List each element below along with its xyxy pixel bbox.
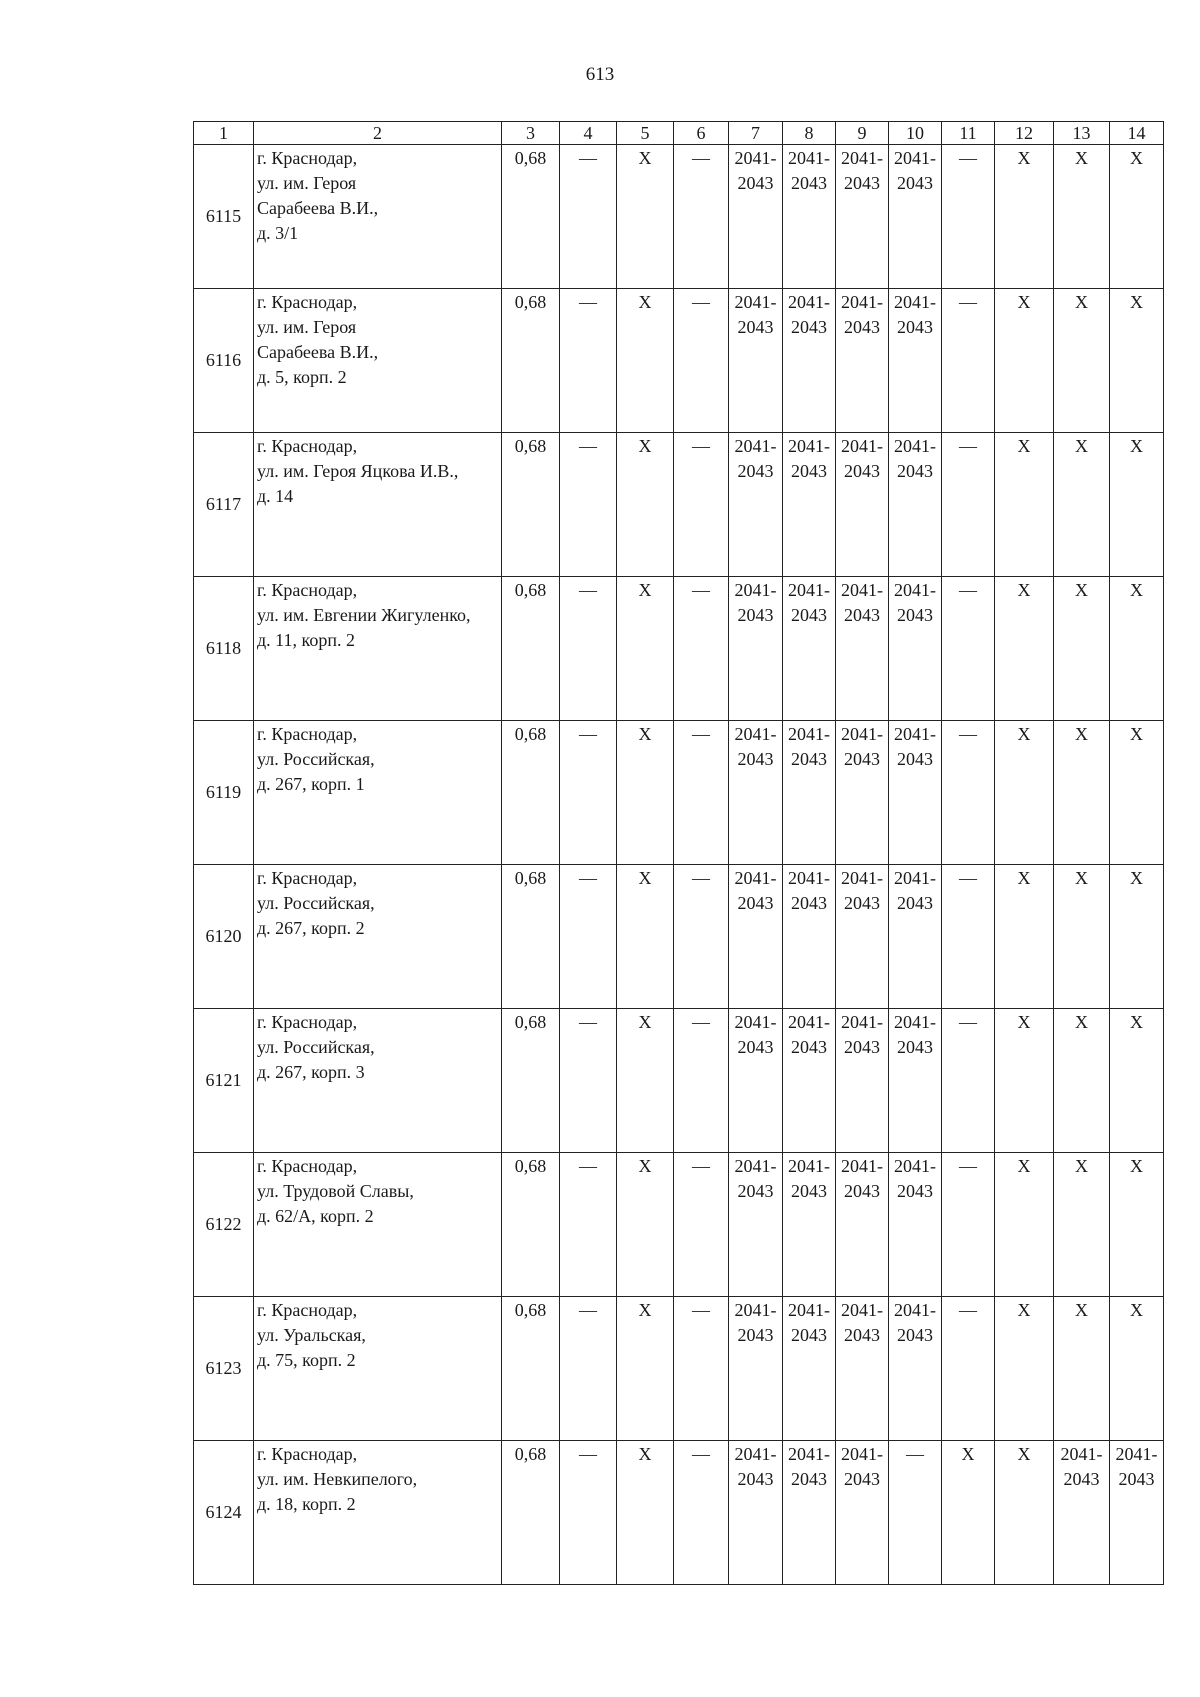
period-cell: [729, 1153, 783, 1297]
value-cell: X: [1110, 577, 1164, 721]
period-line: 2041-: [734, 1156, 777, 1176]
period-line: 2041-: [788, 292, 830, 312]
value-cell: —: [942, 577, 995, 721]
period-line: 2041-: [841, 1012, 883, 1032]
period-line: 2043: [737, 461, 774, 481]
period-cell: [889, 865, 942, 1009]
period-line: 2043: [844, 1181, 880, 1201]
period-cell: [729, 1009, 783, 1153]
period-line: 2043: [737, 749, 774, 769]
address-line: ул. Трудовой Славы,: [257, 1181, 414, 1201]
period-line: 2041-: [841, 1156, 883, 1176]
period-line: 2043: [897, 317, 933, 337]
value-cell: —: [560, 433, 617, 577]
period-cell: [836, 1153, 889, 1297]
address-cell: [254, 577, 502, 721]
period-line: 2043: [791, 1469, 827, 1489]
period-cell: [836, 721, 889, 865]
address-line: г. Краснодар,: [257, 1156, 358, 1176]
period-line: 2043: [844, 605, 880, 625]
period-line: 2043: [844, 1469, 880, 1489]
row-number: 6124: [194, 1441, 254, 1585]
period-cell: [1110, 1441, 1164, 1585]
period-line: 2041-: [841, 724, 883, 744]
period-cell: [783, 1441, 836, 1585]
value-cell: 0,68: [502, 1297, 560, 1441]
value-cell: X: [1054, 721, 1110, 865]
value-cell: —: [674, 433, 729, 577]
value-cell: X: [617, 865, 674, 1009]
period-line: 2043: [897, 1037, 933, 1057]
period-line: 2043: [1063, 1469, 1100, 1489]
period-cell: [836, 1009, 889, 1153]
value-cell: X: [1110, 289, 1164, 433]
address-line: Сарабеева В.И.,: [257, 342, 379, 362]
period-line: 2041-: [788, 580, 830, 600]
period-line: 2041-: [894, 868, 936, 888]
period-line: 2041-: [734, 1444, 777, 1464]
value-cell: —: [674, 1009, 729, 1153]
header-cell: 11: [942, 122, 995, 145]
header-cell: 4: [560, 122, 617, 145]
value-cell: X: [617, 433, 674, 577]
period-line: 2041-: [894, 292, 936, 312]
address-line: г. Краснодар,: [257, 580, 358, 600]
address-line: г. Краснодар,: [257, 292, 358, 312]
period-line: 2041-: [734, 148, 777, 168]
period-cell: [783, 289, 836, 433]
value-cell: —: [942, 721, 995, 865]
period-cell: [889, 1009, 942, 1153]
period-line: 2043: [791, 1325, 827, 1345]
value-cell: X: [995, 721, 1054, 865]
period-line: 2041-: [894, 148, 936, 168]
period-line: 2043: [897, 605, 933, 625]
period-cell: [783, 577, 836, 721]
period-line: 2043: [791, 605, 827, 625]
value-cell: —: [560, 865, 617, 1009]
period-line: 2043: [791, 1037, 827, 1057]
value-cell: 0,68: [502, 145, 560, 289]
header-cell: 13: [1054, 122, 1110, 145]
value-cell: X: [995, 1009, 1054, 1153]
address-line: д. 18, корп. 2: [257, 1494, 356, 1514]
period-cell: [729, 721, 783, 865]
header-cell: 14: [1110, 122, 1164, 145]
value-cell: X: [617, 289, 674, 433]
period-cell: [783, 145, 836, 289]
period-line: 2043: [791, 317, 827, 337]
period-line: 2041-: [841, 1300, 883, 1320]
period-line: 2041-: [894, 1156, 936, 1176]
header-cell: 5: [617, 122, 674, 145]
period-line: 2041-: [734, 1012, 777, 1032]
table-row: [194, 1297, 1164, 1441]
row-number: 6120: [194, 865, 254, 1009]
period-line: 2041-: [788, 1012, 830, 1032]
address-cell: [254, 289, 502, 433]
value-cell: —: [560, 577, 617, 721]
address-line: ул. Российская,: [257, 749, 375, 769]
value-cell: 0,68: [502, 721, 560, 865]
period-line: 2041-: [788, 436, 830, 456]
address-line: г. Краснодар,: [257, 148, 358, 168]
period-line: 2041-: [841, 148, 883, 168]
value-cell: —: [560, 1441, 617, 1585]
period-line: 2041-: [894, 1300, 936, 1320]
address-line: ул. им. Героя: [257, 173, 357, 193]
table-row: [194, 865, 1164, 1009]
period-line: 2041-: [894, 580, 936, 600]
value-cell: X: [1110, 433, 1164, 577]
header-cell: 2: [254, 122, 502, 145]
value-cell: 0,68: [502, 433, 560, 577]
value-cell: 0,68: [502, 1441, 560, 1585]
address-line: ул. им. Невкипелого,: [257, 1469, 418, 1489]
table-row: [194, 577, 1164, 721]
address-line: д. 75, корп. 2: [257, 1350, 356, 1370]
address-cell: [254, 433, 502, 577]
value-cell: —: [942, 1297, 995, 1441]
page-number: 613: [585, 64, 615, 85]
period-line: 2041-: [788, 1156, 830, 1176]
address-line: ул. им. Евгении Жигуленко,: [257, 605, 471, 625]
table-row: [194, 145, 1164, 289]
value-cell: X: [617, 145, 674, 289]
row-number: 6119: [194, 721, 254, 865]
address-line: ул. им. Героя Яцкова И.В.,: [257, 461, 459, 481]
value-cell: X: [1054, 433, 1110, 577]
period-line: 2043: [844, 461, 880, 481]
table-row: [194, 721, 1164, 865]
address-line: д. 267, корп. 1: [257, 774, 365, 794]
period-line: 2041-: [894, 1012, 936, 1032]
value-cell: X: [1054, 1009, 1110, 1153]
row-number: 6121: [194, 1009, 254, 1153]
period-line: 2043: [791, 749, 827, 769]
period-cell: [889, 1153, 942, 1297]
address-line: ул. Уральская,: [257, 1325, 366, 1345]
value-cell: —: [560, 1153, 617, 1297]
period-line: 2043: [791, 1181, 827, 1201]
value-cell: X: [1054, 145, 1110, 289]
period-line: 2043: [897, 893, 933, 913]
period-cell: [836, 1441, 889, 1585]
period-cell: [836, 1297, 889, 1441]
value-cell: —: [674, 1297, 729, 1441]
address-line: г. Краснодар,: [257, 436, 358, 456]
value-cell: —: [674, 1153, 729, 1297]
row-number: 6118: [194, 577, 254, 721]
address-cell: [254, 1441, 502, 1585]
period-line: 2043: [737, 173, 774, 193]
period-cell: [836, 289, 889, 433]
period-line: 2043: [844, 749, 880, 769]
period-line: 2043: [737, 605, 774, 625]
value-cell: X: [1054, 1153, 1110, 1297]
period-line: 2041-: [841, 1444, 883, 1464]
period-line: 2043: [737, 1037, 774, 1057]
address-line: г. Краснодар,: [257, 1300, 358, 1320]
header-cell: 7: [729, 122, 783, 145]
address-line: г. Краснодар,: [257, 724, 358, 744]
period-cell: [836, 145, 889, 289]
address-cell: [254, 865, 502, 1009]
period-line: 2041-: [1060, 1444, 1103, 1464]
period-line: 2043: [844, 893, 880, 913]
period-cell: [836, 577, 889, 721]
value-cell: X: [995, 289, 1054, 433]
header-cell: 3: [502, 122, 560, 145]
value-cell: X: [1110, 1153, 1164, 1297]
value-cell: X: [995, 1297, 1054, 1441]
address-cell: [254, 1009, 502, 1153]
row-number: 6115: [194, 145, 254, 289]
period-line: 2043: [791, 461, 827, 481]
period-line: 2041-: [841, 436, 883, 456]
period-cell: [889, 433, 942, 577]
address-cell: [254, 1153, 502, 1297]
value-cell: X: [617, 721, 674, 865]
table-body: [194, 145, 1164, 1585]
address-line: г. Краснодар,: [257, 1444, 358, 1464]
header-cell: 10: [889, 122, 942, 145]
header-cell: 8: [783, 122, 836, 145]
value-cell: X: [1110, 1009, 1164, 1153]
period-line: 2043: [737, 893, 774, 913]
period-line: 2043: [844, 317, 880, 337]
value-cell: —: [674, 865, 729, 1009]
row-number: 6123: [194, 1297, 254, 1441]
period-line: 2041-: [841, 292, 883, 312]
value-cell: —: [942, 145, 995, 289]
period-cell: [783, 1009, 836, 1153]
address-line: д. 14: [257, 486, 294, 506]
period-line: 2043: [1118, 1469, 1155, 1489]
row-number: 6116: [194, 289, 254, 433]
register-table: [193, 121, 1164, 1585]
period-line: 2041-: [894, 436, 936, 456]
value-cell: —: [560, 1297, 617, 1441]
value-cell: X: [995, 433, 1054, 577]
header-cell: 12: [995, 122, 1054, 145]
period-cell: [836, 433, 889, 577]
period-line: 2041-: [1115, 1444, 1158, 1464]
period-cell: [729, 1441, 783, 1585]
header-cell: 6: [674, 122, 729, 145]
address-line: д. 267, корп. 3: [257, 1062, 365, 1082]
period-line: 2041-: [734, 292, 777, 312]
value-cell: X: [995, 145, 1054, 289]
value-cell: X: [995, 865, 1054, 1009]
period-line: 2041-: [788, 724, 830, 744]
address-cell: [254, 145, 502, 289]
value-cell: X: [995, 1441, 1054, 1585]
address-line: д. 11, корп. 2: [257, 630, 355, 650]
period-line: 2041-: [734, 868, 777, 888]
table-row: [194, 1153, 1164, 1297]
value-cell: —: [942, 289, 995, 433]
period-cell: [729, 289, 783, 433]
value-cell: —: [560, 145, 617, 289]
period-line: 2041-: [788, 1444, 830, 1464]
header-cell: 9: [836, 122, 889, 145]
value-cell: X: [617, 1153, 674, 1297]
period-line: 2043: [844, 1037, 880, 1057]
period-line: 2041-: [788, 148, 830, 168]
value-cell: X: [1110, 145, 1164, 289]
period-cell: [1054, 1441, 1110, 1585]
value-cell: —: [942, 1153, 995, 1297]
period-line: 2043: [897, 749, 933, 769]
period-line: 2043: [737, 1469, 774, 1489]
row-number: 6117: [194, 433, 254, 577]
value-cell: —: [560, 1009, 617, 1153]
value-cell: X: [1110, 721, 1164, 865]
value-cell: —: [942, 865, 995, 1009]
address-line: д. 5, корп. 2: [257, 367, 347, 387]
value-cell: X: [1054, 289, 1110, 433]
value-cell: —: [942, 433, 995, 577]
value-cell: —: [674, 1441, 729, 1585]
address-line: г. Краснодар,: [257, 868, 358, 888]
header-row: [194, 122, 1164, 145]
value-cell: 0,68: [502, 289, 560, 433]
table-row: [194, 289, 1164, 433]
value-cell: 0,68: [502, 865, 560, 1009]
table-row: [194, 433, 1164, 577]
period-line: 2041-: [841, 580, 883, 600]
period-line: 2041-: [734, 724, 777, 744]
period-line: 2043: [897, 1325, 933, 1345]
value-cell: X: [617, 577, 674, 721]
period-cell: [889, 721, 942, 865]
row-number: 6122: [194, 1153, 254, 1297]
period-cell: [729, 433, 783, 577]
period-line: 2043: [844, 173, 880, 193]
value-cell: X: [617, 1297, 674, 1441]
period-cell: [783, 433, 836, 577]
address-line: д. 3/1: [257, 223, 299, 243]
address-line: ул. Российская,: [257, 1037, 375, 1057]
period-line: 2041-: [894, 724, 936, 744]
value-cell: —: [942, 1009, 995, 1153]
period-line: 2043: [791, 173, 827, 193]
period-line: 2043: [897, 173, 933, 193]
period-cell: [729, 1297, 783, 1441]
value-cell: 0,68: [502, 1009, 560, 1153]
value-cell: —: [674, 289, 729, 433]
period-line: 2043: [897, 461, 933, 481]
value-cell: 0,68: [502, 1153, 560, 1297]
value-cell: X: [1054, 1297, 1110, 1441]
value-cell: —: [560, 289, 617, 433]
period-cell: [729, 577, 783, 721]
period-cell: [889, 145, 942, 289]
address-line: г. Краснодар,: [257, 1012, 358, 1032]
period-cell: [783, 1153, 836, 1297]
value-cell: X: [995, 577, 1054, 721]
period-line: 2041-: [788, 868, 830, 888]
value-cell: 0,68: [502, 577, 560, 721]
period-line: 2041-: [734, 580, 777, 600]
period-line: 2043: [737, 1325, 774, 1345]
period-cell: [889, 289, 942, 433]
table-row: [194, 1009, 1164, 1153]
value-cell: X: [1110, 865, 1164, 1009]
value-cell: —: [560, 721, 617, 865]
period-line: 2041-: [788, 1300, 830, 1320]
period-cell: [783, 1297, 836, 1441]
address-line: Сарабеева В.И.,: [257, 198, 379, 218]
value-cell: X: [617, 1009, 674, 1153]
address-line: д. 62/А, корп. 2: [257, 1206, 374, 1226]
period-line: 2043: [791, 893, 827, 913]
value-cell: —: [889, 1441, 942, 1585]
period-line: 2043: [897, 1181, 933, 1201]
value-cell: X: [1110, 1297, 1164, 1441]
value-cell: X: [617, 1441, 674, 1585]
address-cell: [254, 721, 502, 865]
period-cell: [729, 865, 783, 1009]
value-cell: —: [674, 145, 729, 289]
period-cell: [836, 865, 889, 1009]
period-line: 2043: [737, 1181, 774, 1201]
period-line: 2041-: [734, 436, 777, 456]
value-cell: —: [674, 577, 729, 721]
value-cell: X: [942, 1441, 995, 1585]
period-line: 2043: [737, 317, 774, 337]
value-cell: X: [1054, 577, 1110, 721]
address-line: ул. им. Героя: [257, 317, 357, 337]
period-line: 2043: [844, 1325, 880, 1345]
address-cell: [254, 1297, 502, 1441]
period-cell: [783, 721, 836, 865]
period-cell: [889, 577, 942, 721]
value-cell: X: [995, 1153, 1054, 1297]
value-cell: —: [674, 721, 729, 865]
table-row: [194, 1441, 1164, 1585]
address-line: д. 267, корп. 2: [257, 918, 365, 938]
period-line: 2041-: [841, 868, 883, 888]
period-cell: [889, 1297, 942, 1441]
address-line: ул. Российская,: [257, 893, 375, 913]
period-line: 2041-: [734, 1300, 777, 1320]
header-cell: 1: [194, 122, 254, 145]
period-cell: [729, 145, 783, 289]
value-cell: X: [1054, 865, 1110, 1009]
period-cell: [783, 865, 836, 1009]
